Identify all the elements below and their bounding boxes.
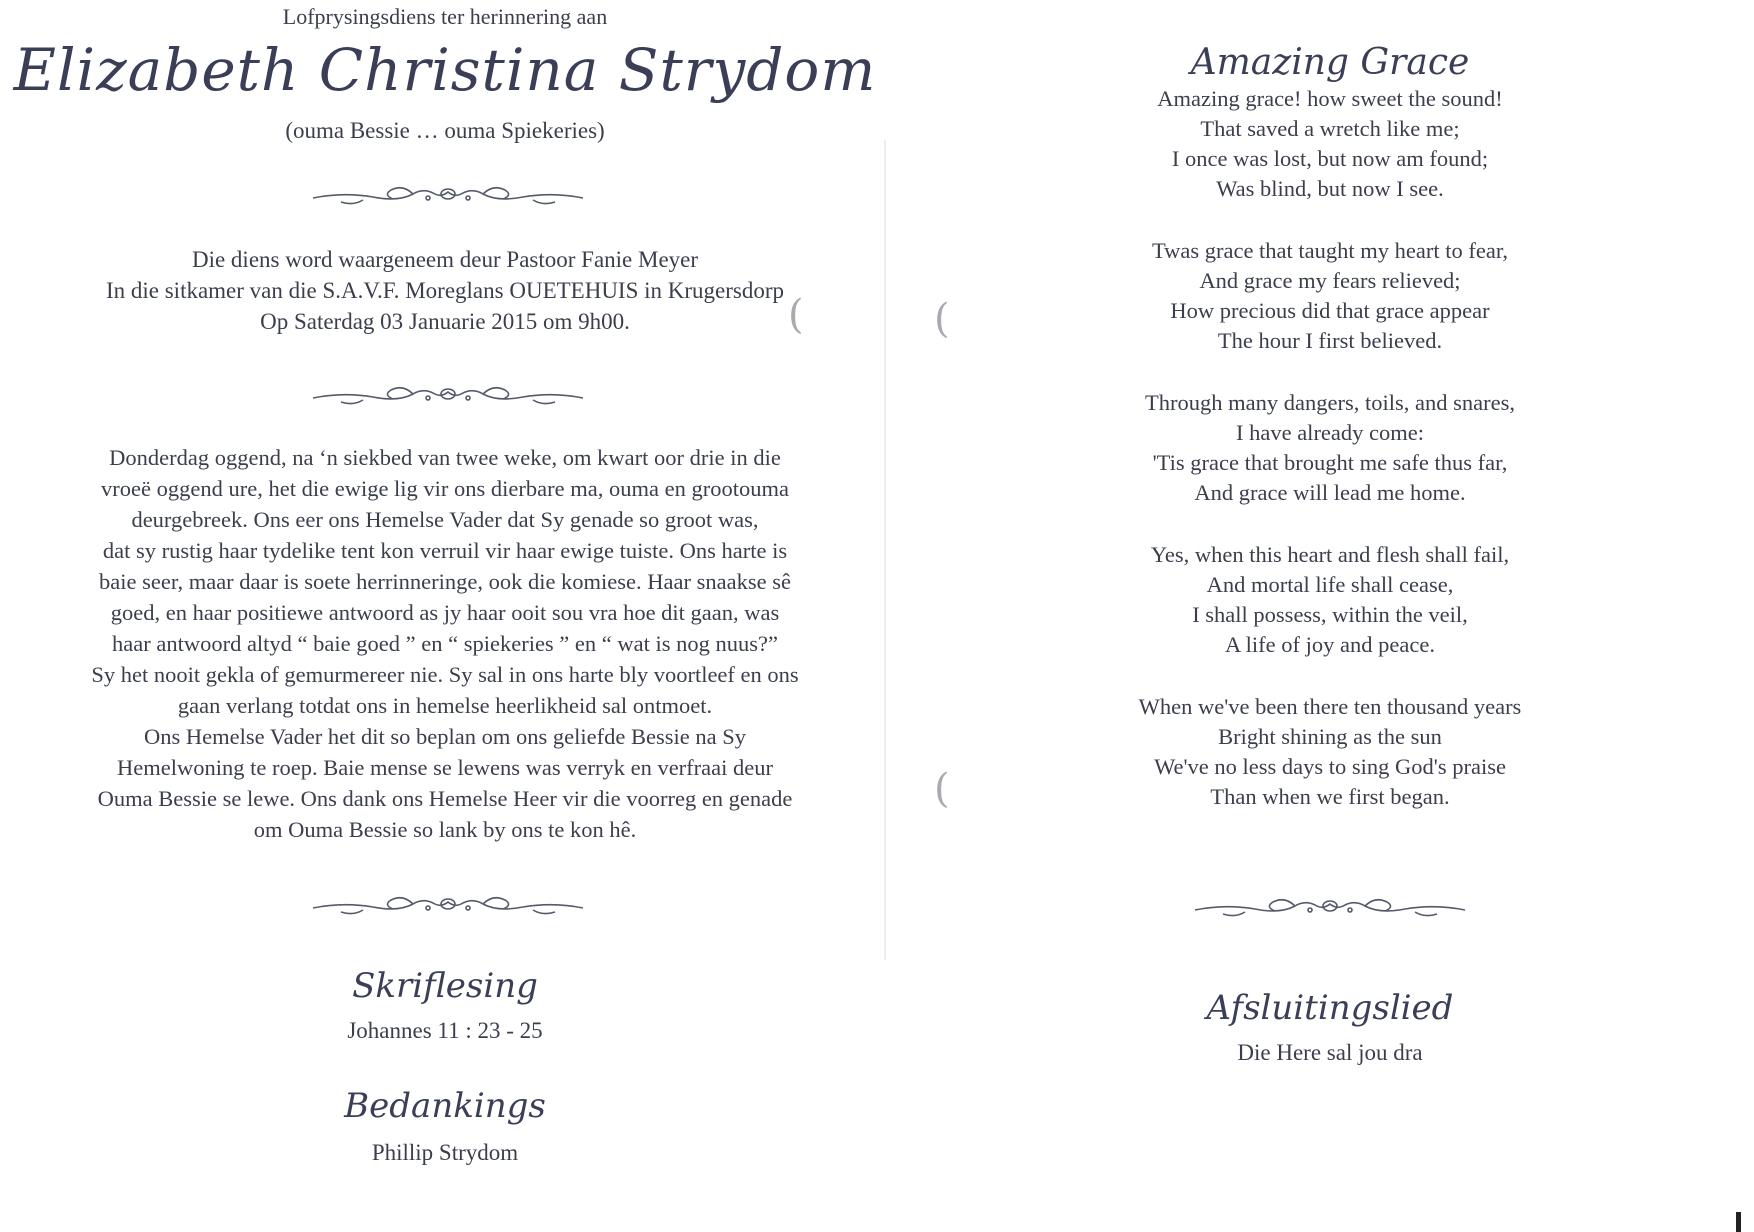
lyric-line: Bright shining as the sun xyxy=(1218,724,1442,749)
lyric-line: We've no less days to sing God's praise xyxy=(1154,754,1506,779)
stanza xyxy=(1030,236,1630,356)
stanza xyxy=(1030,692,1630,812)
flourish-icon xyxy=(1185,892,1475,922)
tribute-line: Sy het nooit gekla of gemurmereer nie. Sy sal in ons harte bly voortleef en ons xyxy=(91,662,799,687)
tribute-line: Ons Hemelse Vader het dit so beplan om ons geliefde Bessie na Sy xyxy=(144,724,746,749)
service-line: Op Saterdag 03 Januarie 2015 om 9h00. xyxy=(260,309,630,334)
lyric-line: Amazing grace! how sweet the sound! xyxy=(1157,86,1503,111)
ornament-divider xyxy=(1185,892,1475,922)
lyric-line: Yes, when this heart and flesh shall fail, xyxy=(1150,542,1510,567)
closing-heading: Afsluitingslied xyxy=(1206,988,1454,1028)
flourish-icon xyxy=(303,180,593,210)
scan-mark: ( xyxy=(788,292,804,338)
scan-mark: ( xyxy=(934,766,950,812)
ornament-divider xyxy=(303,180,593,210)
service-line: In die sitkamer van die S.A.V.F. Moreglans OUETEHUIS in Krugersdorp xyxy=(105,278,785,303)
lyric-line: I have already come: xyxy=(1235,420,1425,445)
ornament-divider xyxy=(303,890,593,920)
deceased-name: Elizabeth Christina Strydom xyxy=(13,36,877,104)
stanza xyxy=(1030,540,1630,660)
service-line: Die diens word waargeneem deur Pastoor Fanie Meyer xyxy=(191,247,699,272)
flourish-icon xyxy=(303,890,593,920)
lyric-line: And grace will lead me home. xyxy=(1194,480,1466,505)
tribute-line: vroeë oggend ure, het die ewige lig vir ons dierbare ma, ouma en grootouma xyxy=(101,476,789,501)
service-details xyxy=(0,244,890,337)
scan-mark: ( xyxy=(934,296,950,342)
tribute-line: haar antwoord altyd “ baie goed ” en “ spiekeries ” en “ wat is nog nuus?” xyxy=(112,631,778,656)
tribute-line: gaan verlang totdat ons in hemelse heerlikheid sal ontmoet. xyxy=(177,693,713,718)
tribute-text xyxy=(22,442,868,845)
stanza xyxy=(1030,388,1630,508)
right-page xyxy=(1030,0,1630,1232)
closing-song: Die Here sal jou dra xyxy=(1237,1040,1423,1065)
fold-line xyxy=(884,140,886,960)
lyric-line: And mortal life shall cease, xyxy=(1206,572,1454,597)
stanza xyxy=(1030,84,1630,204)
tribute-line: Donderdag oggend, na ‘n siekbed van twee weke, om kwart oor drie in die xyxy=(109,445,781,470)
lyric-line: How precious did that grace appear xyxy=(1170,298,1490,323)
scan-edge xyxy=(1736,1212,1741,1232)
lyric-line: A life of joy and peace. xyxy=(1225,632,1435,657)
tribute-line: Ouma Bessie se lewe. Ons dank ons Hemelse Heer vir die voorreg en genade xyxy=(97,786,793,811)
lyric-line: Through many dangers, toils, and snares, xyxy=(1145,390,1515,415)
thanks-name: Phillip Strydom xyxy=(371,1140,519,1165)
lyric-line: The hour I first believed. xyxy=(1217,328,1443,353)
scripture-reference: Johannes 11 : 23 - 25 xyxy=(347,1018,543,1043)
hymn-lyrics xyxy=(1030,84,1630,844)
thanks-heading: Bedankings xyxy=(344,1086,546,1126)
lyric-line: I shall possess, within the veil, xyxy=(1192,602,1468,627)
lyric-line: 'Tis grace that brought me safe thus far, xyxy=(1152,450,1508,475)
ornament-divider xyxy=(303,380,593,410)
lyric-line: Twas grace that taught my heart to fear, xyxy=(1151,238,1509,263)
flourish-icon xyxy=(303,380,593,410)
lyric-line: And grace my fears relieved; xyxy=(1199,268,1461,293)
tribute-line: baie seer, maar daar is soete herrinneringe, ook die komiese. Haar snaakse sê xyxy=(99,569,791,594)
tribute-line: dat sy rustig haar tydelike tent kon verruil vir haar ewige tuiste. Ons harte is xyxy=(102,538,788,563)
intro-text: Lofprysingsdiens ter herinnering aan xyxy=(282,4,608,29)
lyric-line: Was blind, but now I see. xyxy=(1216,176,1444,201)
tribute-line: deurgebreek. Ons eer ons Hemelse Vader dat Sy genade so groot was, xyxy=(131,507,759,532)
tribute-line: Hemelwoning te roep. Baie mense se lewens was verryk en verfraai deur xyxy=(117,755,773,780)
hymn-title: Amazing Grace xyxy=(1190,42,1470,83)
tribute-line: goed, en haar positiewe antwoord as jy haar ooit sou vra hoe dit gaan, was xyxy=(110,600,780,625)
lyric-line: That saved a wretch like me; xyxy=(1200,116,1460,141)
lyric-line: When we've been there ten thousand years xyxy=(1138,694,1522,719)
lyric-line: Than when we first began. xyxy=(1210,784,1450,809)
tribute-line: om Ouma Bessie so lank by ons te kon hê. xyxy=(253,817,637,842)
scripture-heading: Skriflesing xyxy=(352,966,538,1006)
lyric-line: I once was lost, but now am found; xyxy=(1171,146,1489,171)
nickname: (ouma Bessie … ouma Spiekeries) xyxy=(285,118,605,143)
